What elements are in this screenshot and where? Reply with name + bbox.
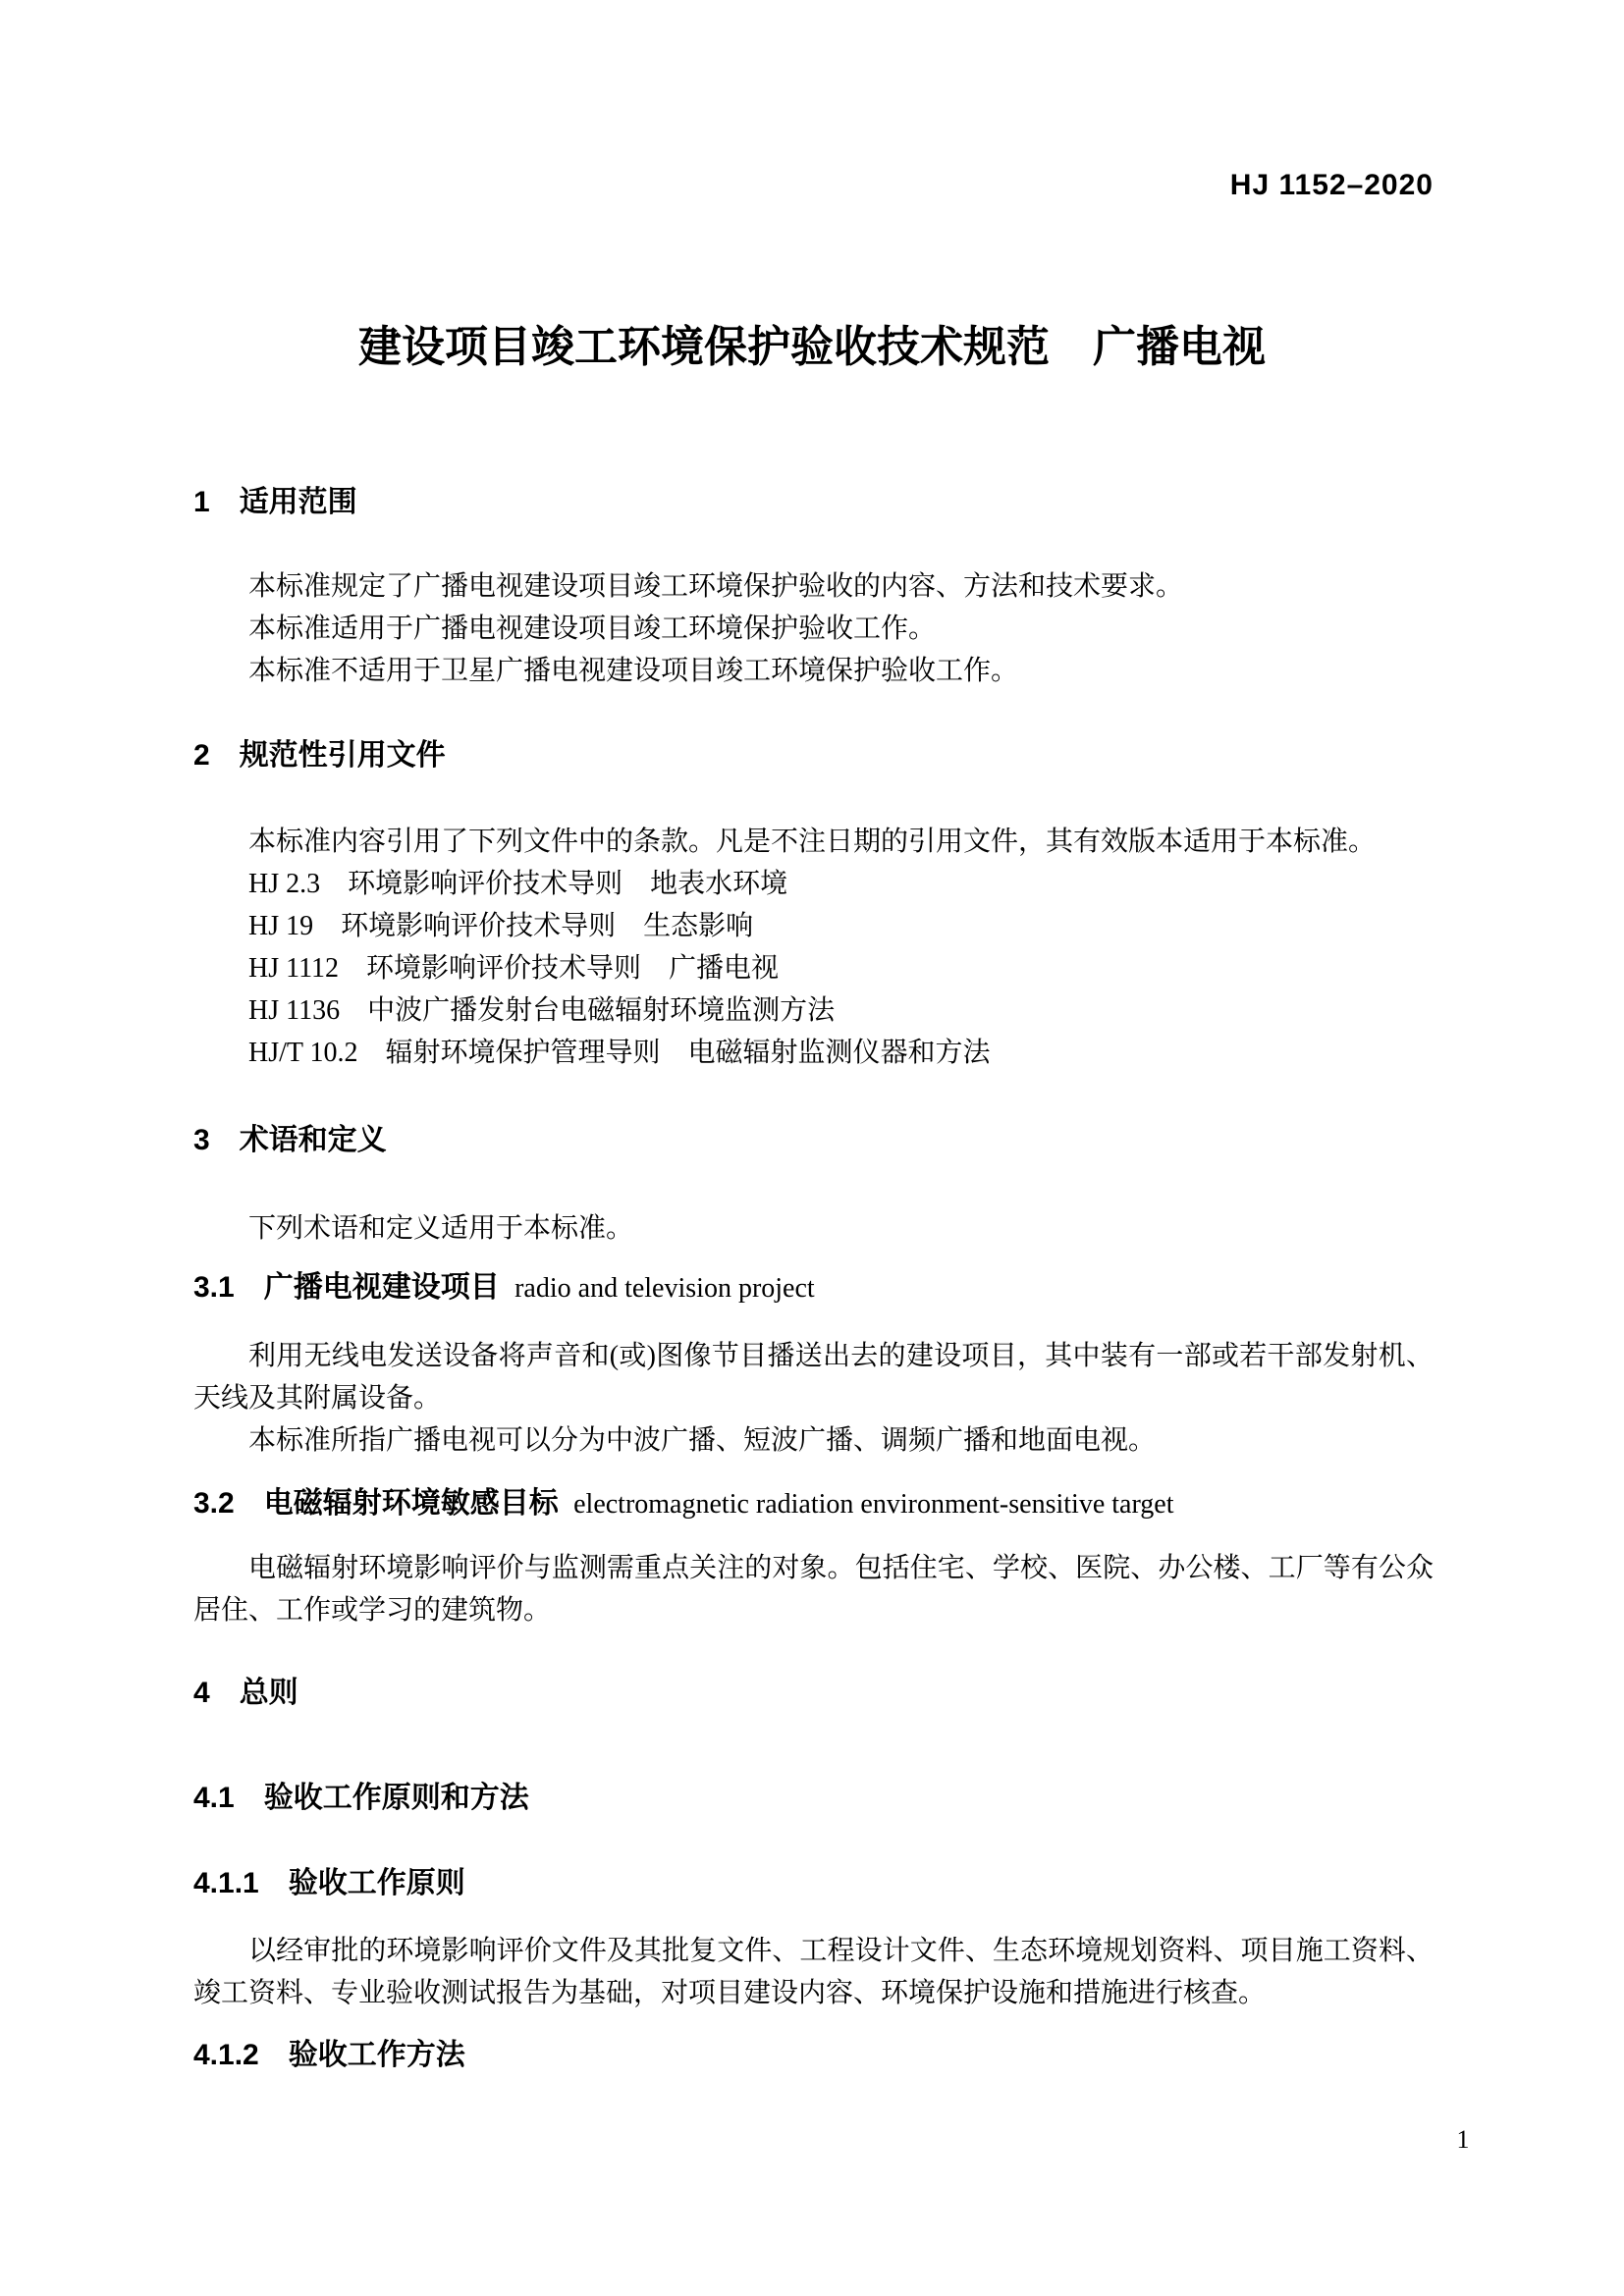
paragraph: 本标准内容引用了下列文件中的条款。凡是不注日期的引用文件，其有效版本适用于本标准。	[248, 827, 1377, 857]
section-2-intro	[193, 821, 1434, 863]
section-4-1-number: 4.1	[193, 1782, 235, 1814]
term-number: 3.2	[193, 1487, 235, 1520]
section-3-intro	[193, 1207, 1434, 1250]
reference-code: HJ 2.3	[248, 869, 321, 899]
section-3-number: 3	[193, 1124, 210, 1156]
section-4-number: 4	[193, 1677, 210, 1709]
section-4-1-title: 验收工作原则和方法	[263, 1782, 529, 1814]
section-1-heading	[193, 485, 1434, 520]
term-3-1-definition	[193, 1335, 1434, 1419]
paragraph: 以经审批的环境影响评价文件及其批复文件、工程设计文件、生态环境规划资料、项目施工资料、竣工资料、专业验收测试报告为基础，对项目建设内容、环境保护设施和措施进行核查。	[193, 1936, 1434, 2008]
reference-code: HJ/T 10.2	[248, 1038, 358, 1068]
term-number: 3.1	[193, 1271, 235, 1304]
term-3-2-definition	[193, 1547, 1434, 1631]
section-4-1-2-number: 4.1.2	[193, 2039, 259, 2071]
section-4-1-2-heading	[193, 2038, 1434, 2073]
page-number: 1	[1456, 2125, 1470, 2154]
section-4-1-2-title: 验收工作方法	[288, 2039, 465, 2071]
paragraph: 本标准规定了广播电视建设项目竣工环境保护验收的内容、方法和技术要求。	[248, 571, 1184, 602]
section-4-1-1-title: 验收工作原则	[288, 1867, 465, 1899]
section-2-number: 2	[193, 739, 210, 772]
section-1-number: 1	[193, 486, 210, 518]
section-4-1-heading	[193, 1781, 1434, 1816]
section-4-heading	[193, 1676, 1434, 1711]
reference-item	[193, 1032, 1434, 1074]
term-3-1-definition-2	[193, 1419, 1434, 1462]
section-4-1-1-heading	[193, 1866, 1434, 1901]
reference-title: 环境影响评价技术导则 地表水环境	[348, 869, 788, 899]
reference-title: 中波广播发射台电磁辐射环境监测方法	[367, 995, 836, 1026]
section-3-title: 术语和定义	[239, 1124, 387, 1156]
definition-paragraph: 电磁辐射环境影响评价与监测需重点关注的对象。包括住宅、学校、医院、办公楼、工厂等有公众居住、工作或学习的建筑物。	[193, 1553, 1434, 1626]
term-zh: 电磁辐射环境敏感目标	[263, 1487, 559, 1520]
section-4-1-1-number: 4.1.1	[193, 1867, 259, 1899]
reference-item	[193, 989, 1434, 1032]
term-en: electromagnetic radiation environment-sensitive target	[573, 1489, 1174, 1520]
term-3-2-heading	[193, 1486, 1434, 1522]
reference-code: HJ 1136	[248, 995, 341, 1026]
definition-paragraph: 利用无线电发送设备将声音和(或)图像节目播送出去的建设项目，其中装有一部或若干部发射机、天线及其附属设备。	[193, 1341, 1434, 1414]
term-3-1-heading	[193, 1270, 1434, 1307]
reference-item	[193, 947, 1434, 989]
paragraph: 本标准适用于广播电视建设项目竣工环境保护验收工作。	[248, 614, 937, 644]
section-3-heading	[193, 1123, 1434, 1158]
section-2-heading	[193, 738, 1434, 774]
reference-item	[193, 905, 1434, 947]
section-2-title: 规范性引用文件	[239, 739, 446, 772]
paragraph: 下列术语和定义适用于本标准。	[248, 1213, 634, 1244]
reference-code: HJ 19	[248, 911, 314, 941]
term-zh: 广播电视建设项目	[263, 1271, 500, 1304]
references-list	[193, 863, 1434, 1074]
reference-title: 环境影响评价技术导则 广播电视	[366, 953, 780, 984]
definition-paragraph: 本标准所指广播电视可以分为中波广播、短波广播、调频广播和地面电视。	[248, 1425, 1157, 1456]
section-1-body	[193, 565, 1434, 692]
section-4-title: 总则	[239, 1677, 298, 1709]
document-title: 建设项目竣工环境保护验收技术规范 广播电视	[358, 323, 1266, 371]
section-1-title: 适用范围	[239, 486, 357, 518]
reference-item	[193, 863, 1434, 905]
standard-number: HJ 1152–2020	[1229, 169, 1434, 201]
reference-title: 辐射环境保护管理导则 电磁辐射监测仪器和方法	[385, 1038, 991, 1068]
reference-title: 环境影响评价技术导则 生态影响	[341, 911, 754, 941]
term-en: radio and television project	[514, 1273, 815, 1304]
section-4-1-1-body	[193, 1930, 1434, 2014]
reference-code: HJ 1112	[248, 953, 340, 984]
paragraph: 本标准不适用于卫星广播电视建设项目竣工环境保护验收工作。	[248, 656, 1019, 686]
